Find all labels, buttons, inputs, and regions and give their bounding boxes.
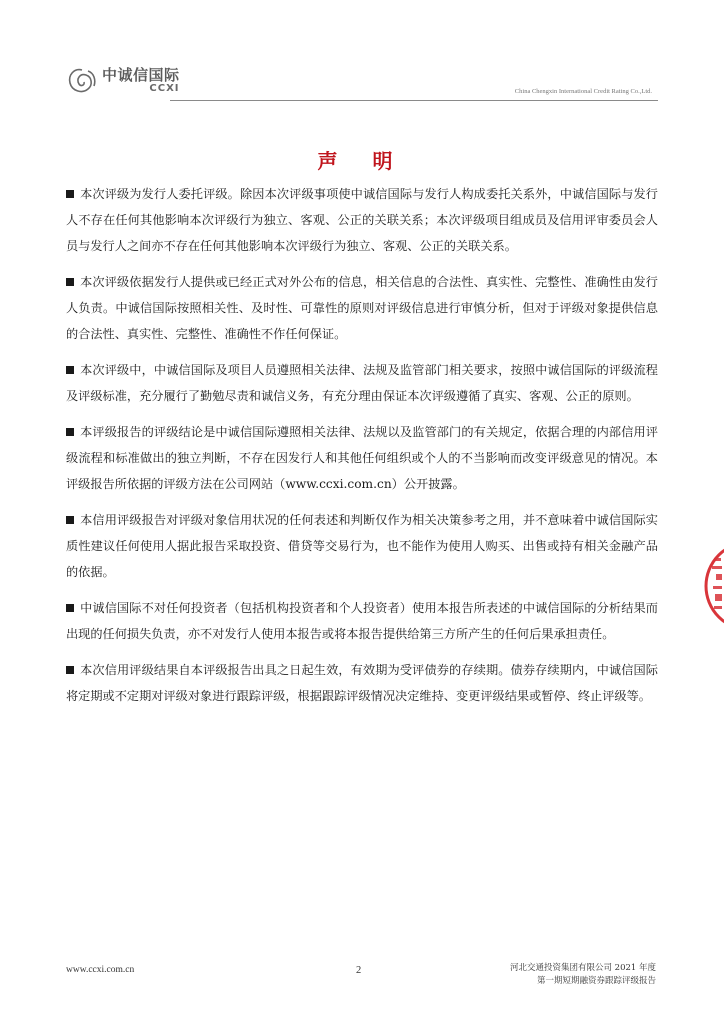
declaration-paragraph <box>66 181 658 259</box>
page-title: 声 明 <box>317 149 407 173</box>
footer-website: www.ccxi.com.cn <box>66 965 135 975</box>
paragraph-text: 本次评级依据发行人提供或已经正式对外公布的信息，相关信息的合法性、真实性、完整性、准确性由发行人负责。中诚信国际按照相关性、及时性、可靠性的原则对评级信息进行审慎分析，但对于评级对象提供信息的合法性、真实性、完整性、准确性不作任何保证。 <box>66 275 658 341</box>
declaration-paragraph <box>66 507 658 585</box>
square-bullet-icon <box>66 516 74 524</box>
declaration-paragraph <box>66 595 658 647</box>
square-bullet-icon <box>66 278 74 286</box>
square-bullet-icon <box>66 428 74 436</box>
declaration-paragraph <box>66 269 658 347</box>
paragraph-text: 本次信用评级结果自本评级报告出具之日起生效，有效期为受评债券的存续期。债券存续期内，中诚信国际将定期或不定期对评级对象进行跟踪评级，根据跟踪评级情况决定维持、变更评级结果或暂停、终止评级等。 <box>66 663 658 703</box>
square-bullet-icon <box>66 366 74 374</box>
page-header <box>66 66 658 102</box>
ccxi-logo-icon <box>66 66 98 96</box>
paragraph-text: 本次评级为发行人委托评级。除因本次评级事项使中诚信国际与发行人构成委托关系外，中诚信国际与发行人不存在任何其他影响本次评级行为独立、客观、公正的关联关系；本次评级项目组成员及信用评审委员会人员与发行人之间亦不存在任何其他影响本次评级行为独立、客观、公正的关联关系。 <box>66 187 658 253</box>
company-seal-stamp <box>700 536 724 636</box>
logo-english-name: CCXI <box>149 83 180 94</box>
paragraph-text: 本次评级中，中诚信国际及项目人员遵照相关法律、法规及监管部门相关要求，按照中诚信国际的评级流程及评级标准，充分履行了勤勉尽责和诚信义务，有充分理由保证本次评级遵循了真实、客观、公正的原则。 <box>66 363 658 403</box>
company-english-name: China Chengxin International Credit Rating Co.,Ltd. <box>514 88 652 95</box>
footer-report-line-1: 河北交通投资集团有限公司 2021 年度 <box>509 963 656 973</box>
paragraph-text: 本信用评级报告对评级对象信用状况的任何表述和判断仅作为相关决策参考之用，并不意味着中诚信国际实质性建议任何使用人据此报告采取投资、借贷等交易行为，也不能作为使用人购买、出售或持有相关金融产品的依据。 <box>66 513 658 579</box>
square-bullet-icon <box>66 666 74 674</box>
header-divider <box>170 100 658 101</box>
declaration-paragraph <box>66 419 658 497</box>
declaration-paragraph <box>66 357 658 409</box>
page-footer <box>66 958 666 998</box>
footer-report-line-2: 第一期短期融资券跟踪评级报告 <box>536 976 656 986</box>
square-bullet-icon <box>66 604 74 612</box>
footer-report-title <box>510 962 656 988</box>
square-bullet-icon <box>66 190 74 198</box>
declaration-body <box>66 181 658 719</box>
paragraph-text: 本评级报告的评级结论是中诚信国际遵照相关法律、法规以及监管部门的有关规定，依据合理的内部信用评级流程和标准做出的独立判断，不存在因发行人和其他任何组织或个人的不当影响而改变评级意见的情况。本评级报告所依据的评级方法在公司网站（www.ccxi.com.cn）公开披露。 <box>66 425 658 491</box>
declaration-paragraph <box>66 657 658 709</box>
paragraph-text: 中诚信国际不对任何投资者（包括机构投资者和个人投资者）使用本报告所表述的中诚信国际的分析结果而出现的任何损失负责，亦不对发行人使用本报告或将本报告提供给第三方所产生的任何后果承担责任。 <box>66 601 658 641</box>
page-number: 2 <box>356 965 362 976</box>
ccxi-logo <box>66 66 180 100</box>
logo-chinese-name: 中诚信国际 <box>102 66 180 84</box>
